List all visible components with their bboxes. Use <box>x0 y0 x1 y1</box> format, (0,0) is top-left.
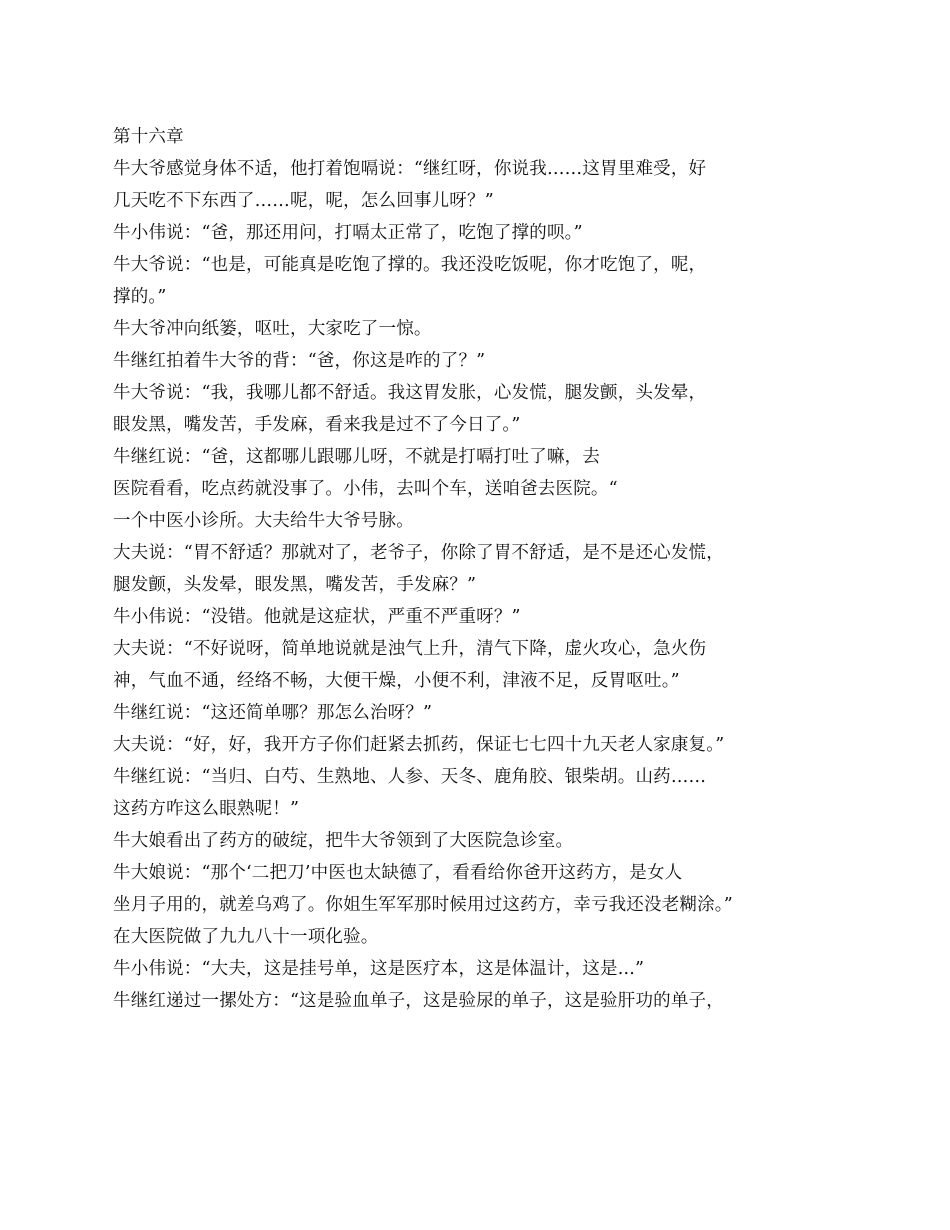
text-line: 牛继红拍着牛大爷的背：“爸，你这是咋的了？” <box>113 351 486 371</box>
text-line: 牛继红说：“当归、白芍、生熟地、人参、天冬、鹿角胶、银柴胡。山药…… <box>113 767 707 787</box>
text-line: 牛继红说：“爸，这都哪儿跟哪儿呀，不就是打嗝打吐了嘛，去 <box>113 447 601 467</box>
text-line: 牛大爷冲向纸篓，呕吐，大家吃了一惊。 <box>113 319 432 339</box>
text-line: 一个中医小诊所。大夫给牛大爷号脉。 <box>113 511 414 531</box>
text-line: 牛继红说：“这还简单哪？那怎么治呀？” <box>113 703 433 723</box>
text-line: 这药方咋这么眼熟呢！” <box>113 799 300 819</box>
document-body <box>113 121 813 1017</box>
text-line: 几天吃不下东西了……呢，呢，怎么回事儿呀？” <box>113 191 494 211</box>
text-line: 牛大娘说：“那个‘二把刀’中医也太缺德了，看看给你爸开这药方，是女人 <box>113 863 683 883</box>
text-line: 医院看看，吃点药就没事了。小伟，去叫个车，送咱爸去医院。“ <box>113 479 618 499</box>
text-line: 牛小伟说：“大夫，这是挂号单，这是医疗本，这是体温计，这是...” <box>113 959 645 979</box>
text-line: 在大医院做了九九八十一项化验。 <box>113 927 379 947</box>
text-line: 大夫说：“不好说呀，简单地说就是浊气上升，清气下降，虚火攻心，急火伤 <box>113 639 707 659</box>
text-line: 牛小伟说：“爸，那还用问，打嗝太正常了，吃饱了撑的呗。” <box>113 223 583 243</box>
text-line: 神，气血不通，经络不畅，大便干燥，小便不利，津液不足，反胃呕吐。” <box>113 671 680 691</box>
text-line: 坐月子用的，就差乌鸡了。你姐生军军那时候用过这药方，幸亏我还没老糊涂。” <box>113 895 733 915</box>
text-line: 大夫说：“胃不舒适？那就对了，老爷子，你除了胃不舒适，是不是还心发慌， <box>113 543 724 563</box>
text-line: 牛小伟说：“没错。他就是这症状，严重不严重呀？” <box>113 607 521 627</box>
text-line: 腿发颤，头发晕，眼发黑，嘴发苦，手发麻？” <box>113 575 477 595</box>
chapter-title: 第十六章 <box>113 127 184 147</box>
text-line: 牛大爷说：“也是，可能真是吃饱了撑的。我还没吃饭呢，你才吃饱了，呢， <box>113 255 707 275</box>
text-line: 撑的。” <box>113 287 167 307</box>
text-line: 牛大娘看出了药方的破绽，把牛大爷领到了大医院急诊室。 <box>113 831 574 851</box>
text-line: 眼发黑，嘴发苦，手发麻，看来我是过不了今日了。” <box>113 415 521 435</box>
text-line: 牛继红递过一摞处方：“这是验血单子，这是验尿的单子，这是验肝功的单子， <box>113 991 724 1011</box>
text-line: 大夫说：“好，好，我开方子你们赶紧去抓药，保证七七四十九天老人家康复。” <box>113 735 725 755</box>
text-line: 牛大爷说：“我，我哪儿都不舒适。我这胃发胀，心发慌，腿发颤，头发晕， <box>113 383 707 403</box>
text-line: 牛大爷感觉身体不适，他打着饱嗝说：“继红呀，你说我……这胃里难受，好 <box>113 159 707 179</box>
